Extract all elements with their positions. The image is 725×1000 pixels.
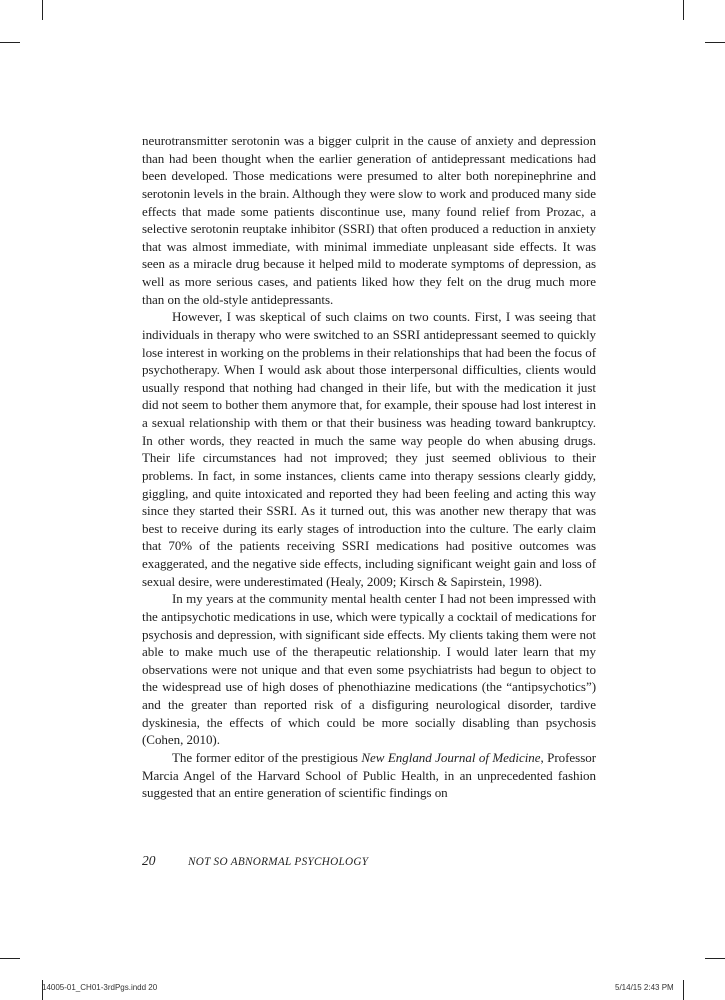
crop-mark-bottom-right bbox=[683, 980, 684, 1000]
paragraph-1-text: neurotransmitter serotonin was a bigger culprit in the cause of anxiety and depression than had been thought when the earlier generation of antidepressant medications had been developed. Those medications were presumed to alter both norepinephrine and serotonin levels in the brain. Although they were slow to work and produced many side effects that made some patients discontinue use, many found relief from Prozac, a selective serotonin reuptake inhibitor (SSRI) that often produced a reduction in anxiety that was almost immediate, with minimal immediate unpleasant side effects. It was seen as a miracle drug because it helped mild to moderate symptoms of depression, as well as more serious cases, and patients liked how they felt on the drug much more than on the old-style antidepressants. bbox=[142, 133, 596, 307]
paragraph-3 bbox=[142, 590, 596, 749]
paragraph-4-text-cont: , Professor Marcia Angel of the Harvard School of Public Health, in an unprecedented fashion suggested that an entire generation of scientific findings on bbox=[142, 749, 596, 801]
crop-mark-right-bottom bbox=[705, 958, 725, 959]
body-text bbox=[142, 132, 596, 802]
page-footer bbox=[142, 853, 368, 869]
slug-file-name: 14005-01_CH01-3rdPgs.indd 20 bbox=[42, 983, 158, 992]
paragraph-2 bbox=[142, 308, 596, 590]
slug-timestamp: 5/14/15 2:43 PM bbox=[615, 983, 674, 992]
crop-mark-top-right bbox=[683, 0, 684, 20]
paragraph-1 bbox=[142, 132, 596, 308]
paragraph-4-text: The former editor of the prestigious bbox=[172, 749, 362, 765]
paragraph-2-text: However, I was skeptical of such claims on two counts. First, I was seeing that individuals in therapy who were switched to an SSRI antidepressant seemed to quickly lose interest in working on the problems in their relationships that had been the focus of psychotherapy. When I would ask about those interpersonal difficulties, clients would usually respond that nothing had changed in their life, but with the medication it just did not seem to bother them anymore that, for example, their spouse had lost interest in a sexual relationship with them or that their business was heading toward bankruptcy. In other words, they reacted in much the same way people do when abusing drugs. Their life circumstances had not improved; they just seemed oblivious to their problems. In fact, in some instances, clients came into therapy sessions clearly giddy, giggling, and quite intoxicated and reported they had been feeling and acting this way since they started their SSRI. As it turned out, this was another new therapy that was best to receive during its early stages of introduction into the culture. The early claim that 70% of the patients receiving SSRI medications had positive outcomes was exaggerated, and the negative side effects, including significant weight gain and loss of sexual desire, were underestimated (Healy, 2009; Kirsch & Sapirstein, 1998). bbox=[142, 309, 596, 589]
page-number: 20 bbox=[142, 853, 156, 868]
crop-mark-left-top bbox=[0, 42, 20, 43]
paragraph-4 bbox=[142, 749, 596, 802]
running-head: NOT SO ABNORMAL PSYCHOLOGY bbox=[188, 856, 369, 868]
crop-mark-left-bottom bbox=[0, 958, 20, 959]
crop-mark-top-left bbox=[42, 0, 43, 20]
crop-mark-right-top bbox=[705, 42, 725, 43]
journal-title: New England Journal of Medicine bbox=[361, 749, 541, 765]
paragraph-3-text: In my years at the community mental health center I had not been impressed with the antipsychotic medications in use, which were typically a cocktail of medications for psychosis and depression, with significant side effects. My clients taking them were not able to make much use of the therapeutic relationship. I would later learn that my observations were not unique and that even some psychiatrists had begun to object to the widespread use of high doses of phenothiazine medications (the “antipsychotics”) and the greater than reported risk of a disfiguring neurological disorder, tardive dyskinesia, the effects of which could be more socially disabling than psychosis (Cohen, 2010). bbox=[142, 591, 596, 748]
